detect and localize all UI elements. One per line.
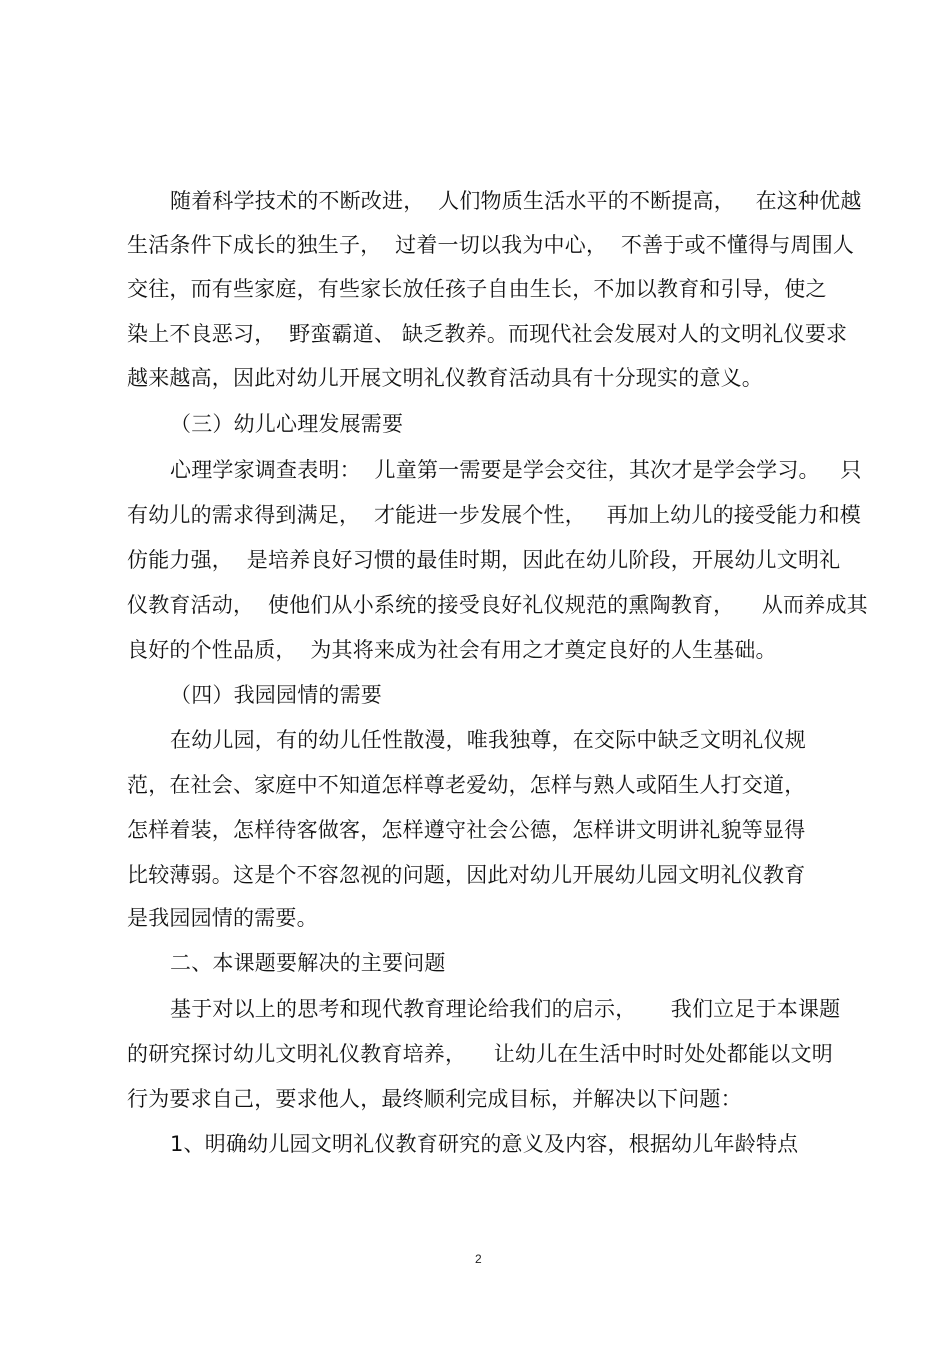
paragraph-4-line-1: 基于对以上的思考和现代教育理论给我们的启示， 我们立足于本课题 (170, 997, 841, 1021)
paragraph-2-line-3: 仿能力强， 是培养良好习惯的最佳时期，因此在幼儿阶段，开展幼儿文明礼 (127, 548, 841, 572)
list-item-1: 1、明确幼儿园文明礼仪教育研究的意义及内容，根据幼儿年龄特点 (170, 1132, 799, 1156)
paragraph-2-line-1: 心理学家调查表明： 儿童第一需要是学会交往，其次才是学会学习。 只 (170, 458, 862, 482)
paragraph-3-line-5: 是我园园情的需要。 (127, 906, 318, 930)
paragraph-2-line-4: 仪教育活动， 使他们从小系统的接受良好礼仪规范的熏陶教育， 从而养成其 (127, 593, 868, 617)
paragraph-3-line-3: 怎样着装，怎样待客做客，怎样遵守社会公德，怎样讲文明讲礼貌等显得 (127, 818, 806, 842)
paragraph-1-line-3: 交往，而有些家庭，有些家长放任孩子自由生长，不加以教育和引导，使之 (127, 277, 827, 301)
paragraph-3-line-1: 在幼儿园，有的幼儿任性散漫，唯我独尊，在交际中缺乏文明礼仪规 (170, 728, 806, 752)
page-number: 2 (475, 1252, 482, 1266)
paragraph-2-line-2: 有幼儿的需求得到满足， 才能进一步发展个性， 再加上幼儿的接受能力和模 (127, 503, 861, 527)
section-heading-2: 二、本课题要解决的主要问题 (170, 951, 446, 975)
paragraph-1-line-5: 越来越高，因此对幼儿开展文明礼仪教育活动具有十分现实的意义。 (127, 366, 763, 390)
paragraph-3-line-2: 范，在社会、家庭中不知道怎样尊老爱幼，怎样与熟人或陌生人打交道， (127, 773, 806, 797)
paragraph-3-line-4: 比较薄弱。这是个不容忽视的问题，因此对幼儿开展幼儿园文明礼仪教育 (127, 863, 806, 887)
paragraph-2-line-5: 良好的个性品质， 为其将来成为社会有用之才奠定良好的人生基础。 (127, 638, 777, 662)
paragraph-4-line-2: 的研究探讨幼儿文明礼仪教育培养， 让幼儿在生活中时时处处都能以文明 (127, 1042, 833, 1066)
paragraph-4-line-3: 行为要求自己，要求他人，最终顺利完成目标，并解决以下问题： (127, 1087, 742, 1111)
section-heading-3: （三）幼儿心理发展需要 (170, 412, 404, 436)
paragraph-1-line-2: 生活条件下成长的独生子， 过着一切以我为中心， 不善于或不懂得与周围人 (127, 233, 855, 257)
paragraph-1-line-4: 染上不良恶习， 野蛮霸道、 缺乏教养。而现代社会发展对人的文明礼仪要求 (127, 322, 848, 346)
paragraph-1-line-1: 随着科学技术的不断改进， 人们物质生活水平的不断提高， 在这种优越 (170, 189, 862, 213)
section-heading-4: （四）我园园情的需要 (170, 683, 382, 707)
